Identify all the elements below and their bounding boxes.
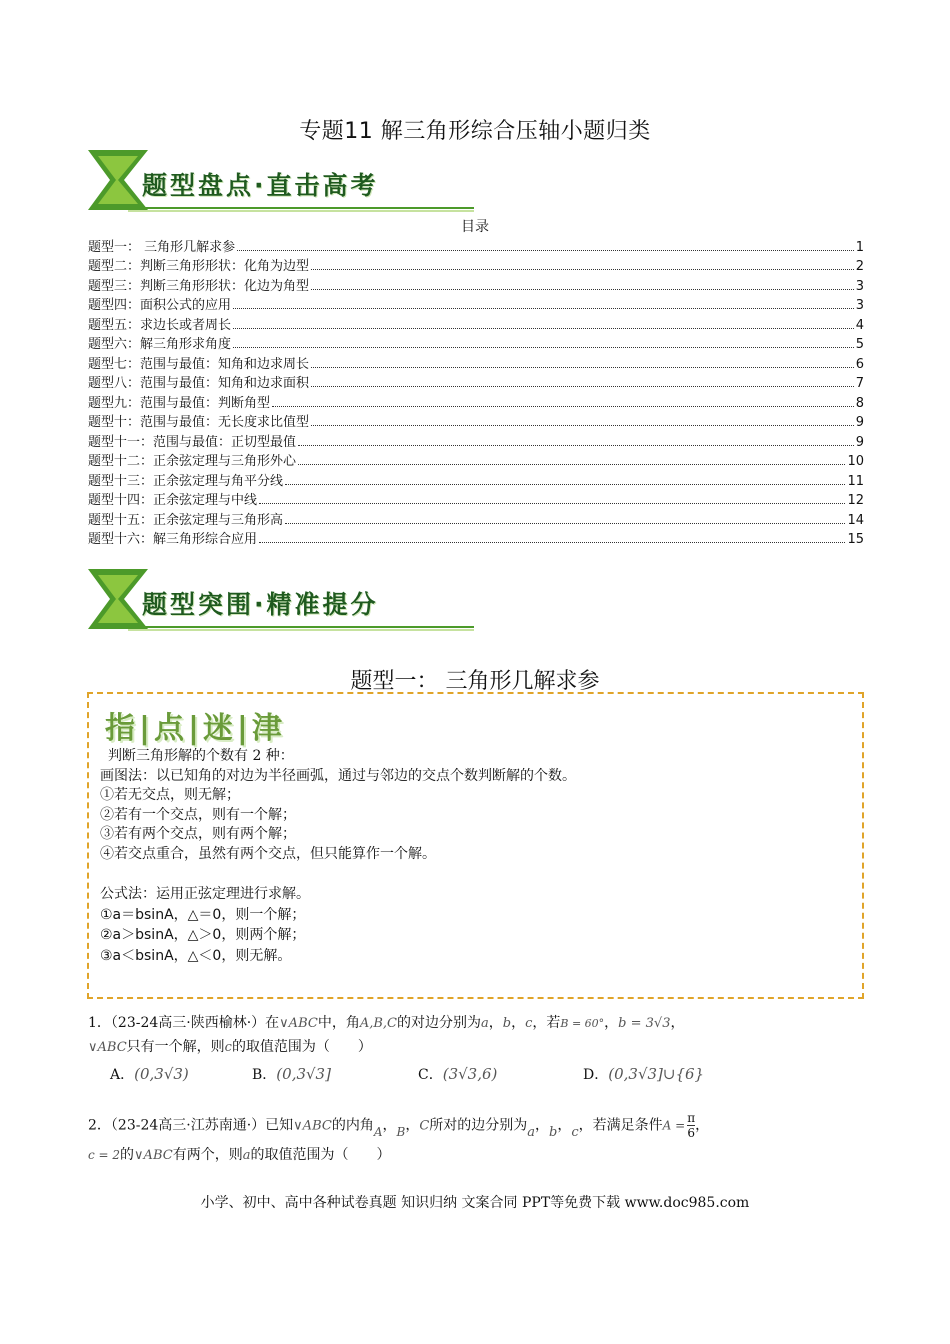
q1-prefix: 1．（23-24高三·陕西榆林·）在 <box>88 1015 280 1031</box>
option-label: D． <box>583 1067 609 1083</box>
toc-entry-label: 题型六：解三角形求角度 <box>88 337 232 352</box>
q2-text: 所对的边分别为 <box>429 1117 528 1134</box>
toc-entry[interactable] <box>88 255 864 275</box>
table-of-contents <box>88 235 864 547</box>
q1-var-a: a <box>480 1016 489 1031</box>
toc-entry-label: 题型十四：正余弦定理与中线 <box>88 493 258 508</box>
q1-var-c: c <box>525 1016 533 1031</box>
option-label: A． <box>110 1067 135 1083</box>
q1-condition-b-side: b = 3√3 <box>618 1016 671 1031</box>
q2-var-a: a <box>527 1124 536 1140</box>
toc-leader-dots <box>259 503 845 504</box>
toc-entry-page: 1 <box>855 239 864 255</box>
option-value: (0,3√3]∪{6} <box>608 1065 705 1083</box>
q1-angles: A,B,C <box>359 1016 397 1031</box>
q1-option-c[interactable] <box>418 1064 497 1084</box>
q2-fraction-num: π <box>687 1111 696 1125</box>
question-1-line-2 <box>88 1036 372 1056</box>
q2-var-b-cap: B <box>396 1124 406 1139</box>
toc-entry-page: 4 <box>855 317 864 333</box>
q1-text: 的取值范围为（ ） <box>231 1039 372 1055</box>
toc-leader-dots <box>298 464 845 465</box>
toc-leader-dots <box>285 484 845 485</box>
toc-entry-page: 2 <box>855 259 864 274</box>
toc-entry-label: 题型七：范围与最值：知角和边求周长 <box>88 356 310 372</box>
toc-entry-label: 题型十三：正余弦定理与角平分线 <box>88 473 284 489</box>
banner-overview <box>88 148 478 212</box>
toc-entry-label: 题型八：范围与最值：知角和边求面积 <box>88 376 310 391</box>
q1-sep: ， <box>488 1015 503 1031</box>
q2-condition-lhs: A = <box>662 1118 686 1133</box>
toc-entry-page: 10 <box>847 454 864 469</box>
q1-var-b: b <box>502 1016 512 1031</box>
q2-condition-c: c = 2 <box>88 1148 121 1162</box>
tip-line: 画图法：以已知角的对边为半径画弧，通过与邻边的交点个数判断解的个数。 <box>100 767 576 784</box>
option-value: (0,3√3) <box>134 1065 189 1083</box>
q2-sep: ， <box>405 1117 420 1134</box>
toc-leader-dots <box>311 425 854 426</box>
question-2-line-2 <box>88 1144 390 1164</box>
formula-line: ③a＜bsinA，△＜0，则无解。 <box>100 947 292 964</box>
toc-leader-dots <box>237 250 854 251</box>
toc-leader-dots <box>233 308 854 309</box>
toc-entry-label: 题型九：范围与最值：判断角型 <box>88 395 271 411</box>
toc-entry-page: 5 <box>855 337 864 352</box>
toc-heading: 目录 <box>461 219 489 235</box>
toc-entry[interactable] <box>88 333 864 353</box>
document-title: 专题11 解三角形综合压轴小题归类 <box>299 119 651 144</box>
q1-sep: ， <box>511 1015 526 1031</box>
q2-fraction-den: 6 <box>687 1126 695 1140</box>
q2-sep: ， <box>578 1117 593 1134</box>
toc-leader-dots <box>298 445 854 446</box>
banner-breakthrough <box>88 567 478 631</box>
toc-entry-page: 3 <box>855 298 864 313</box>
q1-sep: ， <box>604 1015 619 1031</box>
toc-entry-label: 题型四：面积公式的应用 <box>88 298 232 313</box>
q2-text: 的 <box>120 1147 135 1163</box>
footer: 小学、初中、高中各种试卷真题 知识归纳 文案合同 PPT等免费下载 www.doc985.com <box>200 1195 750 1211</box>
toc-entry[interactable] <box>88 469 864 489</box>
toc-entry-label: 题型十：范围与最值：无长度求比值型 <box>88 415 310 430</box>
toc-leader-dots <box>233 328 854 329</box>
formula-line: ②a＞bsinA，△＞0，则两个解； <box>100 927 306 944</box>
q1-sep: ， <box>670 1015 685 1031</box>
q1-text: ，若 <box>532 1015 561 1031</box>
toc-entry[interactable] <box>88 372 864 392</box>
toc-entry-label: 题型三：判断三角形形状：化边为角型 <box>88 278 310 294</box>
tip-line: 判断三角形解的个数有 2 种： <box>108 748 294 764</box>
option-label: C． <box>418 1067 443 1083</box>
question-2-line-1 <box>88 1111 709 1140</box>
q2-text: 的取值范围为（ ） <box>250 1147 391 1163</box>
toc-entry-page: 9 <box>855 434 864 450</box>
tip-line: ③若有两个交点，则有两个解； <box>100 826 296 843</box>
q2-var-c: c <box>571 1124 579 1140</box>
q1-text: 只有一个解，则 <box>126 1039 225 1055</box>
toc-entry[interactable] <box>88 508 864 528</box>
toc-entry-label: 题型十二：正余弦定理与三角形外心 <box>88 454 297 469</box>
toc-leader-dots <box>311 269 854 270</box>
toc-entry[interactable] <box>88 528 864 548</box>
toc-entry-page: 6 <box>855 356 864 372</box>
toc-leader-dots <box>259 542 845 543</box>
toc-entry[interactable] <box>88 430 864 450</box>
q2-triangle: ∨ABC <box>293 1118 332 1134</box>
q2-sep: ， <box>557 1117 572 1134</box>
q1-option-b[interactable] <box>252 1064 331 1084</box>
toc-entry-label: 题型二：判断三角形形状：化角为边型 <box>88 259 310 274</box>
q2-triangle: ∨ABC <box>134 1148 173 1163</box>
q2-text: 若满足条件 <box>592 1117 663 1134</box>
q1-var-c: c <box>224 1040 232 1055</box>
q2-sep: ， <box>535 1117 550 1134</box>
q2-fraction <box>687 1111 695 1140</box>
toc-entry[interactable] <box>88 489 864 509</box>
tip-lines <box>100 747 576 865</box>
tip-line: ②若有一个交点，则有一个解； <box>100 806 296 823</box>
toc-entry[interactable] <box>88 313 864 333</box>
toc-entry-page: 9 <box>855 415 864 430</box>
toc-leader-dots <box>233 347 854 348</box>
formula-line: 公式法：运用正弦定理进行求解。 <box>100 886 310 902</box>
toc-entry[interactable] <box>88 391 864 411</box>
toc-entry[interactable] <box>88 352 864 372</box>
toc-entry[interactable] <box>88 450 864 470</box>
option-label: B． <box>252 1067 277 1083</box>
toc-leader-dots <box>311 386 854 387</box>
q2-var-a: a <box>242 1148 251 1163</box>
toc-entry-page: 12 <box>847 493 864 508</box>
q1-triangle: ∨ABC <box>88 1040 127 1055</box>
toc-entry-page: 7 <box>855 376 864 391</box>
q1-condition-b-angle: B = 60° <box>560 1017 605 1030</box>
question-1-line-1 <box>88 1012 684 1032</box>
toc-entry-label: 题型十五：正余弦定理与三角形高 <box>88 512 284 528</box>
q2-sep: ， <box>695 1117 710 1134</box>
toc-entry-page: 8 <box>855 395 864 411</box>
formula-lines <box>100 884 310 966</box>
toc-entry[interactable] <box>88 411 864 431</box>
q1-option-d[interactable] <box>583 1064 704 1084</box>
toc-leader-dots <box>272 406 854 407</box>
tip-title: 指|点|迷|津 <box>105 711 286 746</box>
q2-var-b: b <box>549 1124 558 1140</box>
toc-entry-label: 题型十一：范围与最值：正切型最值 <box>88 434 297 450</box>
toc-entry-page: 11 <box>847 473 864 489</box>
toc-leader-dots <box>311 289 854 290</box>
toc-entry[interactable] <box>88 294 864 314</box>
q2-var-c-cap: C <box>419 1118 430 1134</box>
toc-entry-label: 题型五：求边长或者周长 <box>88 317 232 333</box>
q1-text: 的对边分别为 <box>396 1015 481 1031</box>
banner-overview-text: 题型盘点·直击高考 <box>142 171 379 200</box>
q1-triangle: ∨ABC <box>279 1016 318 1031</box>
toc-entry-page: 3 <box>855 278 864 294</box>
toc-leader-dots <box>311 367 854 368</box>
section-title: 题型一： 三角形几解求参 <box>350 669 600 694</box>
q1-text: 中，角 <box>317 1015 360 1031</box>
toc-entry-label: 题型十六：解三角形综合应用 <box>88 532 258 547</box>
q2-sep: ， <box>382 1117 397 1134</box>
tip-line: ①若无交点，则无解； <box>100 787 240 804</box>
q2-var-a-cap: A <box>373 1124 383 1139</box>
q2-text: 有两个，则 <box>172 1147 243 1163</box>
toc-entry-page: 14 <box>847 512 864 528</box>
q2-prefix: 2．（23-24高三·江苏南通·）已知 <box>88 1117 294 1134</box>
tip-line: ④若交点重合，虽然有两个交点，但只能算作一个解。 <box>100 845 436 862</box>
formula-line: ①a＝bsinA，△＝0，则一个解； <box>100 906 306 923</box>
toc-entry[interactable] <box>88 235 864 255</box>
toc-entry-label: 题型一： 三角形几解求参 <box>88 239 236 255</box>
q1-option-a[interactable] <box>110 1064 189 1084</box>
toc-leader-dots <box>285 523 845 524</box>
toc-entry[interactable] <box>88 274 864 294</box>
toc-entry-page: 15 <box>847 532 864 547</box>
option-value: (3√3,6) <box>442 1065 498 1083</box>
banner-breakthrough-text: 题型突围·精准提分 <box>142 590 379 619</box>
option-value: (0,3√3] <box>276 1065 331 1083</box>
q2-text: 的内角 <box>331 1117 374 1134</box>
